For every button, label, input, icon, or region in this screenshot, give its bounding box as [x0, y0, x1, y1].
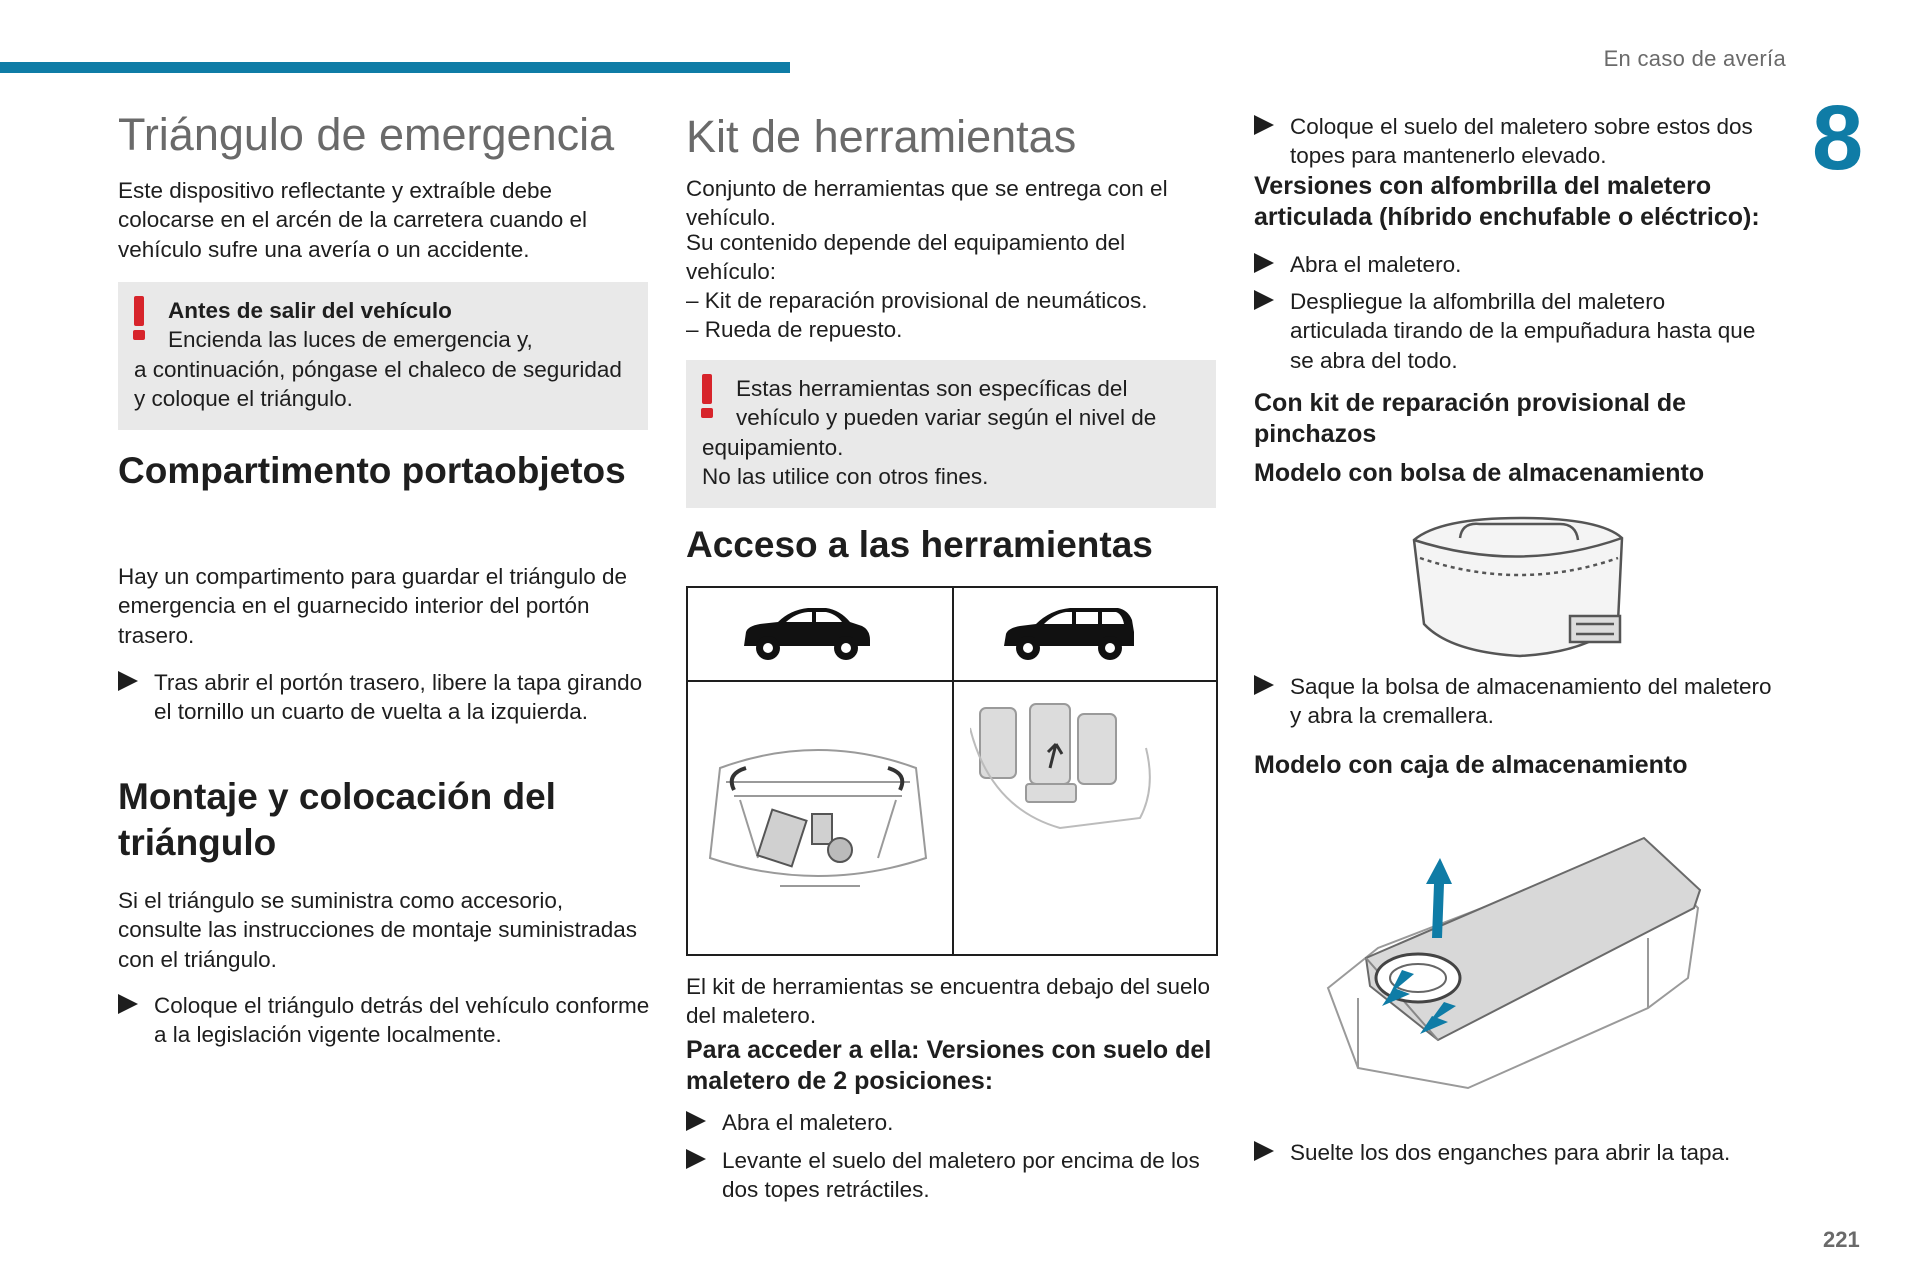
bullet-text: Coloque el suelo del maletero sobre estos dos topes para mantenerlo elevado. [1290, 114, 1753, 169]
suv-car-icon [738, 602, 874, 666]
mount-bullet [118, 991, 653, 1050]
warning-note-line: Encienda las luces de emergencia y, [168, 327, 533, 353]
storage-box-illustration [1318, 818, 1708, 1098]
open-trunk-bullet-2 [1254, 250, 1784, 279]
toolkit-item-1: – Kit de reparación provisional de neumáticos. [686, 288, 1148, 313]
bullet-arrow-icon [118, 671, 138, 691]
articulated-mat-subheading: Versiones con alfombrilla del maletero articulada (híbrido enchufable o eléctrico): [1254, 172, 1760, 231]
access-title: Acceso a las herramientas [686, 524, 1153, 565]
warning-note-line: equipamiento. [702, 434, 844, 460]
page-number: 221 [1823, 1227, 1860, 1252]
take-out-bag-bullet [1254, 672, 1784, 731]
bullet-text: Abra el maletero. [1290, 252, 1462, 277]
warning-note-tools [686, 360, 1216, 508]
bullet-arrow-icon [1254, 290, 1274, 310]
compartment-bullet [118, 668, 648, 727]
storage-bag-illustration [1400, 512, 1636, 662]
toolkit-title: Kit de herramientas [686, 111, 1077, 162]
triangle-intro: Este dispositivo reflectante y extraíble debe colocarse en el arcén de la carretera cuando el vehículo sufre una avería o un accidente. [118, 178, 588, 262]
toolkit-intro-2: Su contenido depende del equipamiento del vehículo: [686, 230, 1126, 285]
storage-bag-subheading: Modelo con bolsa de almacenamiento [1254, 459, 1705, 487]
chapter-number: 8 [1812, 87, 1864, 189]
compartment-text: Hay un compartimento para guardar el triángulo de emergencia en el guarnecido interior del portón trasero. [118, 564, 628, 648]
triangle-title: Triángulo de emergencia [118, 109, 615, 160]
access-figure-table [686, 586, 1218, 956]
access-subheading: Para acceder a ella: Versiones con suelo del maletero de 2 posiciones: [686, 1036, 1212, 1095]
warning-icon [132, 296, 146, 340]
toolkit-intro-1: Conjunto de herramientas que se entrega con el vehículo. [686, 176, 1168, 231]
bullet-arrow-icon [686, 1149, 706, 1169]
bullet-arrow-icon [686, 1111, 706, 1131]
bullet-text: Coloque el triángulo detrás del vehículo conforme a la legislación vigente localmente. [154, 993, 650, 1048]
warning-note-text: a continuación, póngase el chaleco de seguridad y coloque el triángulo. [134, 356, 622, 411]
warning-note-line: Estas herramientas son específicas del vehículo y pueden variar según el nivel de [736, 376, 1157, 431]
mpv-car-icon [998, 602, 1138, 666]
header-accent-bar [0, 62, 790, 73]
lift-floor-bullet [686, 1146, 1216, 1205]
bullet-arrow-icon [1254, 115, 1274, 135]
bullet-text: Levante el suelo del maletero por encima de los dos topes retráctiles. [722, 1148, 1200, 1203]
unfold-mat-bullet [1254, 287, 1764, 375]
warning-note-line: No las utilice con otros fines. [702, 463, 989, 489]
floor-stops-bullet [1254, 112, 1784, 171]
mount-text: Si el triángulo se suministra como accesorio, consulte las instrucciones de montaje suministradas con el triángulo. [118, 888, 638, 972]
warning-icon [700, 374, 714, 418]
storage-box-subheading: Modelo con caja de almacenamiento [1254, 751, 1688, 779]
bullet-arrow-icon [1254, 253, 1274, 273]
repair-kit-subheading: Con kit de reparación provisional de pinchazos [1254, 389, 1687, 448]
bullet-text: Tras abrir el portón trasero, libere la tapa girando el tornillo un cuarto de vuelta a la izquierda. [154, 670, 643, 725]
bullet-arrow-icon [1254, 675, 1274, 695]
bullet-arrow-icon [1254, 1141, 1274, 1161]
warning-note-vehicle-exit [118, 282, 648, 430]
bullet-text: Suelte los dos enganches para abrir la tapa. [1290, 1140, 1731, 1165]
bullet-text: Saque la bolsa de almacenamiento del maletero y abra la cremallera. [1290, 674, 1772, 729]
open-trunk-bullet [686, 1108, 1216, 1137]
compartment-title: Compartimento portaobjetos [118, 450, 626, 491]
trunk-floor-illustration [700, 738, 936, 898]
bullet-arrow-icon [118, 994, 138, 1014]
section-name: En caso de avería [1603, 46, 1786, 71]
bullet-text: Abra el maletero. [722, 1110, 894, 1135]
toolkit-item-2: – Rueda de repuesto. [686, 317, 903, 342]
mount-title: Montaje y colocación del triángulo [118, 776, 556, 864]
bullet-text: Despliegue la alfombrilla del maletero articulada tirando de la empuñadura hasta que se abra del todo. [1290, 289, 1756, 373]
toolkit-location-text: El kit de herramientas se encuentra debajo del suelo del maletero. [686, 974, 1211, 1029]
warning-note-title: Antes de salir del vehículo [168, 298, 452, 323]
folding-seats-illustration [970, 688, 1160, 848]
release-hooks-bullet [1254, 1138, 1794, 1167]
